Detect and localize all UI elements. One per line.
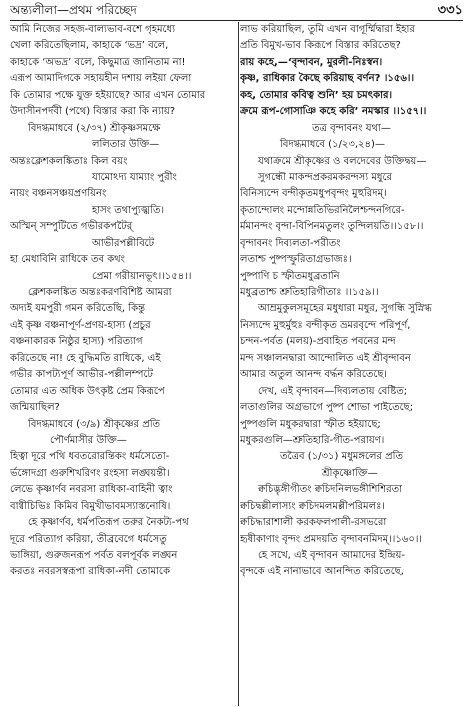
header-rule bbox=[10, 20, 463, 21]
text-line: আমার অতুল আনন্দ বর্দ্ধন করিতেছে। bbox=[240, 369, 388, 381]
text-line: যামোঽদ্য যাম্যাং পুরীং bbox=[92, 171, 177, 183]
text-line: হাসং তথাপ্যুজ্ঝতি। bbox=[92, 204, 165, 216]
text-line: কৃতান্দোলং মন্দোন্নতিভিরনিলৈশ্চন্দনগিরে- bbox=[240, 204, 405, 216]
text-line: লতাশ্চ পুষ্পস্ফুরিতাগ্রভাজঃ। bbox=[240, 254, 352, 266]
text-line: র্মমানন্দং বৃন্দা-বিপিনমতুলং তুন্দিলয়তি।।১৫৮।। bbox=[240, 221, 424, 233]
text-line: বৃন্দাবনং দিব্যলতা-পরীতং bbox=[240, 237, 341, 249]
text-line: কি তোমার পক্ষে যুক্ত হইয়াছে? আর এখন তোমার bbox=[10, 89, 206, 101]
text-line: হা মেধাবিনি রাধিকে তব কথং bbox=[10, 254, 125, 266]
text-line: করতঃ নবরসস্বরূপা রাধিকা-নদী তোমাকে bbox=[10, 566, 170, 578]
text-line: এই কৃষ্ণ বঞ্চনাপূর্ণ-প্রণয়-হাস্য (প্রচুর bbox=[10, 319, 151, 331]
text-line: ক্বচিদ্ধারাশালী করকফলপালী-রসভরো bbox=[240, 517, 387, 529]
left-column bbox=[10, 22, 233, 706]
text-line: মধুকরগুলি—শ্রুতিহারি-গীত-পরায়ণ। bbox=[240, 434, 385, 446]
text-line: এরূপ আমাদিগকে সহায়হীন দশায় লইয়া ফেলা bbox=[10, 73, 192, 85]
text-line: বৃন্দকে এই নানাভাবে আনন্দিত করিতেছে, bbox=[240, 566, 404, 578]
text-line: সুগন্ধৌ মাকন্দপ্রকরমকরন্দস্য মধুরে bbox=[258, 171, 393, 183]
text-line: দূরে পরিত্যাগ করিয়া, তীব্রবেগে ধর্মসেতু bbox=[10, 533, 167, 545]
text-line: লাভ করিয়াছিল, তুমি এখন বাগূর্ম্মিদ্বারা ইহার bbox=[240, 24, 415, 35]
text-line: রায় কহে,—‘বৃন্দাবন, মুরলী-নিঃস্বন। bbox=[240, 56, 383, 68]
column-divider bbox=[238, 22, 239, 706]
text-line: যথাক্রমে শ্রীকৃষ্ণের ও বলদেবের উক্তিদ্বয়— bbox=[258, 155, 427, 167]
text-line: হৃষীকাণাং বৃন্দং প্রমদয়তি বৃন্দাবনমিদম্।।১৬০।। bbox=[240, 533, 422, 545]
text-line: পুষ্পাণি চ স্ফীতমধুব্রতানি bbox=[240, 270, 340, 282]
text-line: গভীর কাপট্যপূর্ণ আভীর-পল্লীলম্পটে bbox=[10, 369, 153, 381]
text-line: তত্রৈব (১/৩১) মধুমঙ্গলের প্রতি bbox=[280, 451, 403, 463]
text-line: হে সখে, এই বৃন্দাবন আমাদের ইন্দ্রিয়- bbox=[258, 550, 405, 561]
text-line: ক্লেশকলঙ্কিত অন্তঃকরণবিশিষ্ট আমরা bbox=[28, 287, 172, 298]
text-line: অদ্যই যমপুরী গমন করিতেছি, কিন্তু bbox=[10, 303, 145, 315]
text-line: ক্বচিদ্ভৃঙ্গীগীতং ক্বচিদনিলভঙ্গীশিশিরতা bbox=[258, 484, 403, 496]
text-line: তোমার এত অধিক উৎকৃষ্ট প্রেম কিরূপে bbox=[10, 385, 165, 397]
text-line: মন্দ সঞ্চালনদ্বারা আন্দোলিত এই শ্রীবৃন্দাবন bbox=[240, 352, 411, 364]
text-line: আম্রমুকুলসমূহের মধুধারা মধুর, সুগন্ধি সুস্নিগ্ধ bbox=[258, 303, 432, 315]
text-line: নিস্যন্দে মুহুর্মুহুঃ বন্দীকৃত ভ্রমরবৃন্দে পরিপূর্ণ, bbox=[240, 319, 411, 331]
text-line: উদাসীনপর্দবী (পথে) বিস্তার করা কি ন্যায়? bbox=[10, 106, 176, 118]
text-line: আভীরপল্লীবিটে bbox=[92, 237, 155, 249]
text-line: ক্বচিদ্বল্লীলাস্যং ক্বচিদমলমল্লীপরিমলঃ। bbox=[240, 500, 385, 512]
page-header bbox=[10, 3, 463, 18]
text-line: বিদগ্ধমাধবে (১/২৩,২৪)— bbox=[280, 139, 385, 151]
text-line: কহ, তোমার কবিত্ব শুনি’ হয় চমৎকার। bbox=[240, 89, 393, 101]
right-column bbox=[240, 22, 463, 706]
text-line: নায়ং বঞ্চনসঞ্চয়প্রণয়িনং bbox=[10, 188, 107, 200]
text-line: জন্মিয়াছিল? bbox=[10, 402, 60, 414]
text-line: চন্দন-পর্বত (মলয়)-প্রবাহিত পবনের মন্দ bbox=[240, 336, 396, 348]
text-line: লতাগুলির অগ্রভাগে পুষ্প শোভা পাইতেছে; bbox=[240, 402, 414, 414]
text-line: বঞ্চনাকারক নিষ্ঠুর হাস্য) পরিত্যাগ bbox=[10, 336, 143, 348]
text-line: ক্রমে রূপ-গোসাঞি কহে করি’ নমস্কার ।।১৫৭।। bbox=[240, 106, 427, 118]
text-line: অস্মিন্ সম্পুটিতে গভীরকপটৈর্ bbox=[10, 221, 133, 233]
text-line: খেলা করিতেছিলাম, কাহাকে ‘ভদ্র’ বলে, bbox=[10, 40, 169, 52]
text-line: র্ভঙ্গোদগ্রা গুরুশিখরিণং রংহসা লঙ্ঘয়ন্তী। bbox=[10, 467, 170, 479]
text-line: দেখ, এই বৃন্দাবন—দিব্যলতায় বেষ্টিত; bbox=[258, 385, 408, 397]
text-line: কাহাকে ‘অভদ্র’ বলে, কিছুমাত্র জানিতাম না! bbox=[10, 56, 186, 68]
running-title: অন্ত্যলীলা—প্রথম পরিচ্ছেদ bbox=[10, 3, 137, 17]
text-line: বিনিস্যন্দে বন্দীকৃতমধুপবৃন্দং মুহুরিদম্। bbox=[240, 188, 387, 200]
page-number: ৩৩১ bbox=[437, 3, 463, 18]
text-line: পুষ্পগুলি মধুকরদ্বারা স্ফীত হইয়াছে; bbox=[240, 418, 381, 430]
text-line: বিদগ্ধমাধবে (২/৩৭) শ্রীকৃষ্ণসমক্ষে bbox=[28, 122, 161, 134]
text-line: শ্রীকৃষ্ণোক্তি— bbox=[322, 467, 378, 479]
text-line: হিত্বা দূরে পথি ধবতরোরন্তিকং ধর্মসেতো- bbox=[10, 451, 170, 463]
text-line: প্রেমা গরীয়ানভূৎ।।১৫৪।। bbox=[92, 270, 192, 282]
text-line: পৌর্ণমাসীর উক্তি— bbox=[50, 434, 127, 446]
text-line: মধুব্রতাশ্চ শ্রুতিহারিগীতাঃ ।।১৫৯।। bbox=[240, 287, 379, 298]
text-line: লেভে কৃষ্ণার্ণব নবরসা রাধিকা-বাহিনী ত্বাং bbox=[10, 484, 173, 496]
text-line: কৃষ্ণ, রাধিকার কৈছে করিয়াছ বর্ণন? ।১৫৬।। bbox=[240, 73, 415, 85]
text-line: করিতেছে না! হে বুদ্ধিমতি রাধিকে, এই bbox=[10, 352, 161, 364]
text-line: হে কৃষ্ণার্ণব, ধর্মপতিরূপ তরুর নৈকট্য-পথ bbox=[28, 517, 189, 529]
text-line: বাগ্বীচিভিঃ কিমিব বিমুখীভাবমস্যাস্তনোষি। bbox=[10, 500, 171, 512]
text-line: তত্র বৃন্দাবনং যথা— bbox=[312, 122, 391, 134]
text-line: ললিতার উক্তি— bbox=[92, 139, 160, 151]
text-columns bbox=[10, 22, 463, 706]
text-line: ভাঙ্গিয়া, গুরুজনরূপ পর্বত বলপূর্বক লঙ্ঘন bbox=[10, 550, 178, 561]
text-line: বিদগ্ধমাধবে (৩/৯) শ্রীকৃষ্ণের প্রতি bbox=[28, 418, 161, 430]
text-line: অন্তঃক্লেশকলঙ্কিতাঃ কিল বয়ং bbox=[10, 155, 128, 167]
text-line: প্রতি বিমুখ-ভাব কিরূপে বিস্তার করিতেছ? bbox=[240, 40, 401, 52]
text-line: আমি নিজের সহজ-বাল্যভাব-বশে গৃহমধ্যে bbox=[10, 24, 176, 35]
